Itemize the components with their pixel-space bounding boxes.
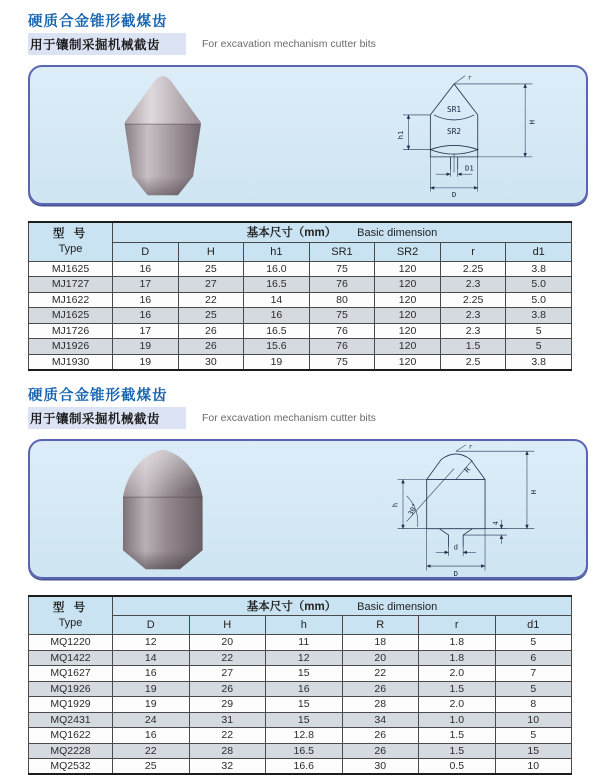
table-row xyxy=(29,728,572,744)
subtitle-chinese: 用于镶制采掘机械截齿 xyxy=(28,407,186,429)
dim-header-en: Basic dimension xyxy=(357,227,437,239)
value-cell: 2.0 xyxy=(419,666,496,682)
section-mj-cone-bits xyxy=(0,10,600,371)
value-cell: 22 xyxy=(189,728,266,744)
value-cell: 31 xyxy=(189,712,266,728)
value-cell: 75 xyxy=(309,308,375,324)
column-header: R xyxy=(342,616,419,635)
dim-header-cn: 基本尺寸（mm） xyxy=(247,601,336,613)
value-cell: 80 xyxy=(309,292,375,308)
diagram-label-D: D xyxy=(454,569,458,578)
value-cell: 1.0 xyxy=(419,712,496,728)
value-cell: 27 xyxy=(189,666,266,682)
value-cell: 25 xyxy=(178,308,244,324)
type-cell: MJ1727 xyxy=(29,277,113,293)
value-cell: 8 xyxy=(495,697,572,713)
value-cell: 75 xyxy=(309,261,375,277)
value-cell: 14 xyxy=(113,650,190,666)
value-cell: 22 xyxy=(113,743,190,759)
column-header: h1 xyxy=(244,242,310,261)
diagram-label-h1: h1 xyxy=(396,131,405,140)
diagram-label-D: D xyxy=(452,190,456,199)
value-cell: 16.5 xyxy=(244,277,310,293)
value-cell: 2.3 xyxy=(440,277,506,293)
value-cell: 10 xyxy=(495,712,572,728)
value-cell: 1.8 xyxy=(419,635,496,651)
value-cell: 25 xyxy=(113,759,190,775)
value-cell: 16.0 xyxy=(244,261,310,277)
bit-photo-cone-tip xyxy=(104,72,222,200)
type-cell: MQ1220 xyxy=(29,635,113,651)
value-cell: 120 xyxy=(375,308,441,324)
value-cell: 19 xyxy=(113,354,179,370)
value-cell: 16.5 xyxy=(266,743,343,759)
value-cell: 5 xyxy=(506,339,572,355)
type-header-en: Type xyxy=(29,242,112,256)
diagram-label-d: d xyxy=(454,542,458,551)
dimension-group-header xyxy=(113,222,572,242)
value-cell: 26 xyxy=(178,323,244,339)
value-cell: 120 xyxy=(375,261,441,277)
value-cell: 1.5 xyxy=(440,339,506,355)
value-cell: 2.3 xyxy=(440,323,506,339)
value-cell: 16 xyxy=(113,261,179,277)
column-header: H xyxy=(178,242,244,261)
value-cell: 2.0 xyxy=(419,697,496,713)
value-cell: 5.0 xyxy=(506,277,572,293)
value-cell: 17 xyxy=(113,323,179,339)
diagram-label-r: r xyxy=(468,73,472,81)
type-cell: MQ1929 xyxy=(29,697,113,713)
value-cell: 28 xyxy=(342,697,419,713)
table-row xyxy=(29,308,572,324)
type-cell: MQ1622 xyxy=(29,728,113,744)
value-cell: 26 xyxy=(342,743,419,759)
diagram-label-R: R xyxy=(462,464,472,474)
value-cell: 120 xyxy=(375,277,441,293)
type-cell: MQ1422 xyxy=(29,650,113,666)
type-header-cn: 型 号 xyxy=(29,227,112,242)
table-row xyxy=(29,635,572,651)
diagram-label-H: H xyxy=(527,120,536,124)
value-cell: 24 xyxy=(113,712,190,728)
value-cell: 75 xyxy=(309,354,375,370)
value-cell: 2.5 xyxy=(440,354,506,370)
table-row xyxy=(29,323,572,339)
table-row xyxy=(29,712,572,728)
value-cell: 22 xyxy=(178,292,244,308)
subtitle-english: For excavation mechanism cutter bits xyxy=(202,412,376,424)
value-cell: 120 xyxy=(375,339,441,355)
product-panel xyxy=(28,439,588,579)
spec-table-mq xyxy=(28,595,572,775)
type-header-cn: 型 号 xyxy=(29,601,112,616)
value-cell: 3.8 xyxy=(506,354,572,370)
column-header: D xyxy=(113,242,179,261)
value-cell: 3.8 xyxy=(506,308,572,324)
value-cell: 28 xyxy=(189,743,266,759)
diagram-label-angle: 30° xyxy=(407,502,420,517)
type-column-header xyxy=(29,222,113,261)
table-row xyxy=(29,666,572,682)
value-cell: 11 xyxy=(266,635,343,651)
value-cell: 29 xyxy=(189,697,266,713)
diagram-label-d1: D1 xyxy=(465,164,474,173)
type-cell: MQ2431 xyxy=(29,712,113,728)
value-cell: 1.5 xyxy=(419,743,496,759)
table-row xyxy=(29,759,572,775)
table-row xyxy=(29,681,572,697)
column-header: r xyxy=(419,616,496,635)
value-cell: 12.8 xyxy=(266,728,343,744)
column-header: H xyxy=(189,616,266,635)
subtitle-english: For excavation mechanism cutter bits xyxy=(202,38,376,50)
column-header: SR1 xyxy=(309,242,375,261)
type-cell: MJ1625 xyxy=(29,308,113,324)
value-cell: 22 xyxy=(342,666,419,682)
value-cell: 6 xyxy=(495,650,572,666)
value-cell: 76 xyxy=(309,339,375,355)
type-cell: MJ1622 xyxy=(29,292,113,308)
value-cell: 19 xyxy=(113,697,190,713)
value-cell: 16 xyxy=(113,292,179,308)
value-cell: 15 xyxy=(266,712,343,728)
value-cell: 2.25 xyxy=(440,292,506,308)
page-title: 硬质合金锥形截煤齿 xyxy=(28,384,600,405)
value-cell: 5.0 xyxy=(506,292,572,308)
type-column-header xyxy=(29,596,113,635)
page-title: 硬质合金锥形截煤齿 xyxy=(28,10,600,31)
value-cell: 32 xyxy=(189,759,266,775)
dim-header-en: Basic dimension xyxy=(357,601,437,613)
column-header: d1 xyxy=(495,616,572,635)
type-cell: MQ1627 xyxy=(29,666,113,682)
table-row xyxy=(29,339,572,355)
value-cell: 15.6 xyxy=(244,339,310,355)
value-cell: 1.5 xyxy=(419,728,496,744)
table-row xyxy=(29,743,572,759)
value-cell: 26 xyxy=(189,681,266,697)
value-cell: 16 xyxy=(244,308,310,324)
value-cell: 5 xyxy=(495,681,572,697)
value-cell: 15 xyxy=(266,666,343,682)
value-cell: 1.5 xyxy=(419,681,496,697)
value-cell: 34 xyxy=(342,712,419,728)
value-cell: 2.25 xyxy=(440,261,506,277)
dimension-diagram-dome xyxy=(372,443,568,578)
type-cell: MJ1726 xyxy=(29,323,113,339)
diagram-label-h: h xyxy=(391,502,400,506)
value-cell: 16.6 xyxy=(266,759,343,775)
value-cell: 7 xyxy=(495,666,572,682)
type-cell: MJ1625 xyxy=(29,261,113,277)
column-header: D xyxy=(113,616,190,635)
bit-photo-dome-tip xyxy=(104,446,222,574)
type-header-en: Type xyxy=(29,616,112,630)
dim-header-cn: 基本尺寸（mm） xyxy=(247,227,336,239)
value-cell: 16 xyxy=(113,308,179,324)
value-cell: 17 xyxy=(113,277,179,293)
value-cell: 27 xyxy=(178,277,244,293)
value-cell: 12 xyxy=(113,635,190,651)
value-cell: 16 xyxy=(113,666,190,682)
diagram-label-H: H xyxy=(529,490,538,494)
value-cell: 18 xyxy=(342,635,419,651)
value-cell: 19 xyxy=(113,339,179,355)
value-cell: 5 xyxy=(495,635,572,651)
value-cell: 12 xyxy=(266,650,343,666)
type-cell: MJ1930 xyxy=(29,354,113,370)
value-cell: 2.3 xyxy=(440,308,506,324)
value-cell: 15 xyxy=(266,697,343,713)
value-cell: 15 xyxy=(495,743,572,759)
value-cell: 20 xyxy=(342,650,419,666)
value-cell: 19 xyxy=(244,354,310,370)
subtitle-row xyxy=(28,409,600,427)
value-cell: 120 xyxy=(375,292,441,308)
table-row xyxy=(29,277,572,293)
value-cell: 76 xyxy=(309,277,375,293)
value-cell: 30 xyxy=(178,354,244,370)
column-header: r xyxy=(440,242,506,261)
table-row xyxy=(29,650,572,666)
dimension-diagram-cone xyxy=(372,73,568,199)
column-header: d1 xyxy=(506,242,572,261)
value-cell: 16 xyxy=(113,728,190,744)
value-cell: 22 xyxy=(189,650,266,666)
diagram-label-sr2: SR2 xyxy=(447,127,461,136)
table-row xyxy=(29,697,572,713)
value-cell: 120 xyxy=(375,323,441,339)
value-cell: 14 xyxy=(244,292,310,308)
dimension-group-header xyxy=(113,596,572,616)
value-cell: 16 xyxy=(266,681,343,697)
table-row xyxy=(29,292,572,308)
subtitle-row xyxy=(28,35,600,53)
value-cell: 10 xyxy=(495,759,572,775)
value-cell: 1.8 xyxy=(419,650,496,666)
diagram-label-r: r xyxy=(469,443,473,450)
value-cell: 26 xyxy=(342,681,419,697)
value-cell: 19 xyxy=(113,681,190,697)
value-cell: 5 xyxy=(495,728,572,744)
value-cell: 76 xyxy=(309,323,375,339)
value-cell: 26 xyxy=(342,728,419,744)
subtitle-chinese: 用于镶制采掘机械截齿 xyxy=(28,33,186,55)
spec-table-mj xyxy=(28,221,572,371)
value-cell: 3.8 xyxy=(506,261,572,277)
column-header: SR2 xyxy=(375,242,441,261)
type-cell: MQ2228 xyxy=(29,743,113,759)
value-cell: 25 xyxy=(178,261,244,277)
value-cell: 0.5 xyxy=(419,759,496,775)
column-header: h xyxy=(266,616,343,635)
type-cell: MJ1926 xyxy=(29,339,113,355)
diagram-label-sr1: SR1 xyxy=(447,105,461,114)
value-cell: 120 xyxy=(375,354,441,370)
value-cell: 26 xyxy=(178,339,244,355)
diagram-label-step: 4 xyxy=(492,521,500,525)
type-cell: MQ2532 xyxy=(29,759,113,775)
section-mq-dome-bits xyxy=(0,384,600,775)
value-cell: 30 xyxy=(342,759,419,775)
product-panel xyxy=(28,65,588,205)
value-cell: 5 xyxy=(506,323,572,339)
table-row xyxy=(29,354,572,370)
value-cell: 16.5 xyxy=(244,323,310,339)
table-row xyxy=(29,261,572,277)
value-cell: 20 xyxy=(189,635,266,651)
type-cell: MQ1926 xyxy=(29,681,113,697)
